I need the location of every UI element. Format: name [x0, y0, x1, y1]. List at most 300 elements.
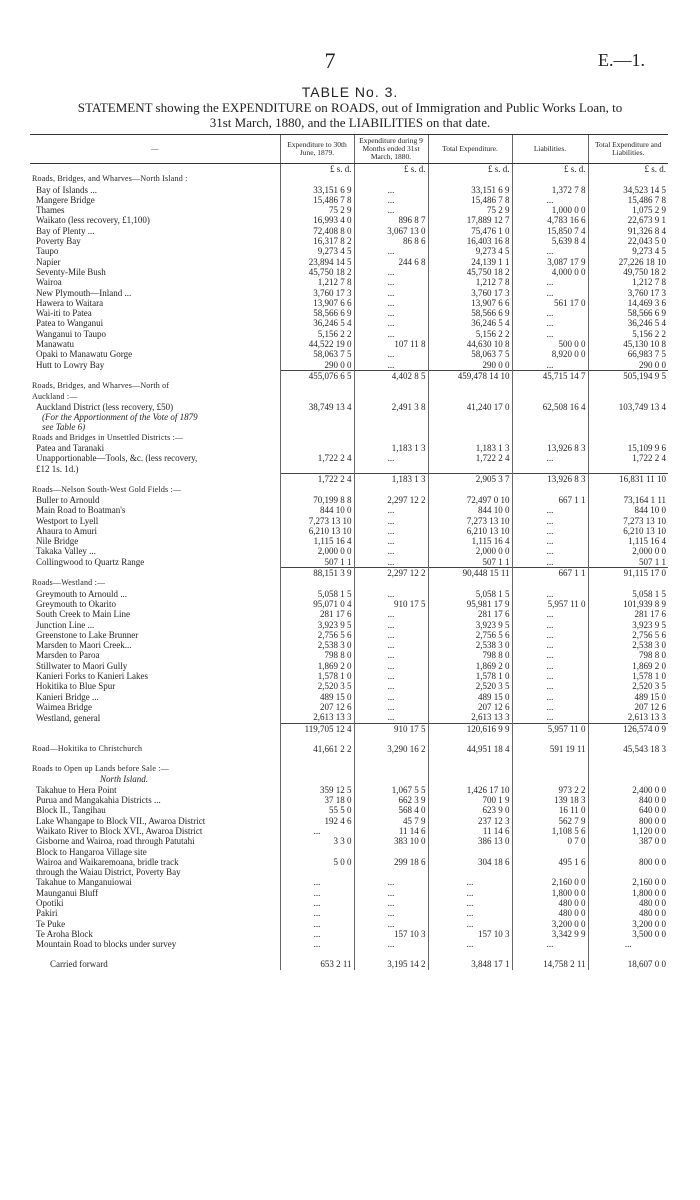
cell-c1 — [280, 485, 354, 495]
cell-c3: 207 12 6 — [428, 702, 512, 712]
cell-c3: 623 9 0 — [428, 805, 512, 815]
table-row — [30, 816, 668, 826]
subtotal-row — [30, 474, 668, 485]
row-label — [30, 723, 280, 734]
cell-c3: 15,486 7 8 — [428, 195, 512, 205]
cell-c2: ... — [354, 877, 428, 887]
cell-c5: 2,000 0 0 — [588, 546, 668, 556]
cell-c3: 1,722 2 4 — [428, 453, 512, 463]
col-header-expenditure-1879: Expenditure to 30th June, 1879. — [280, 135, 354, 164]
cell-c1: 119,705 12 4 — [280, 723, 354, 734]
cell-c3: 17,889 12 7 — [428, 215, 512, 225]
cell-c2: ... — [354, 939, 428, 949]
cell-c1: 192 4 6 — [280, 816, 354, 826]
cell-c2: ... — [354, 298, 428, 308]
cell-c3: 290 0 0 — [428, 360, 512, 371]
cell-c2: 662 3 9 — [354, 795, 428, 805]
cell-c1: 5,156 2 2 — [280, 329, 354, 339]
cell-c2: ... — [354, 692, 428, 702]
section-row — [30, 392, 668, 402]
cell-c4: ... — [512, 589, 588, 599]
cell-c5: 22,673 9 1 — [588, 215, 668, 225]
row-label: Junction Line ... — [36, 619, 95, 630]
cell-c5: 91,115 17 0 — [588, 568, 668, 579]
cell-c3 — [428, 464, 512, 474]
row-label: Greymouth to Okarito — [36, 598, 116, 609]
units-label: £ s. d. — [428, 164, 512, 175]
table-row — [30, 267, 668, 277]
cell-c4: 1,800 0 0 — [512, 888, 588, 898]
cell-c5: 1,120 0 0 — [588, 826, 668, 836]
cell-c3: 2,613 13 3 — [428, 712, 512, 723]
cell-c2: ... — [354, 908, 428, 918]
cell-c5: 1,075 2 9 — [588, 205, 668, 215]
cell-c2: 568 4 0 — [354, 805, 428, 815]
table-row — [30, 495, 668, 505]
cell-c5 — [588, 847, 668, 857]
cell-c5: 15,486 7 8 — [588, 195, 668, 205]
cell-c4 — [512, 485, 588, 495]
cell-c3 — [428, 754, 512, 764]
units-label: £ s. d. — [280, 164, 354, 175]
section-row — [30, 764, 668, 774]
row-label: Carried forward — [50, 959, 108, 970]
cell-c1: ... — [280, 908, 354, 918]
row-label: Bay of Islands ... — [36, 184, 97, 195]
cell-c2: 2,297 12 2 — [354, 568, 428, 579]
cell-c2: ... — [354, 267, 428, 277]
cell-c3 — [428, 412, 512, 422]
cell-c2: 3,067 13 0 — [354, 226, 428, 236]
cell-c1: 1,212 7 8 — [280, 277, 354, 287]
row-label: Wairoa — [36, 277, 62, 288]
table-row — [30, 836, 668, 846]
cell-c5: 5,058 1 5 — [588, 589, 668, 599]
cell-c2: ... — [354, 919, 428, 929]
cell-c1 — [280, 433, 354, 443]
cell-c4: 561 17 0 — [512, 298, 588, 308]
cell-c5: 640 0 0 — [588, 805, 668, 815]
cell-c5: 3,200 0 0 — [588, 919, 668, 929]
cell-c4: 480 0 0 — [512, 908, 588, 918]
cell-c3 — [428, 867, 512, 877]
row-label: £12 1s. 1d.) — [36, 463, 79, 474]
table-row — [30, 826, 668, 836]
row-label: Poverty Bay — [36, 236, 81, 247]
cell-c2: ... — [354, 546, 428, 556]
cell-c3: 237 12 3 — [428, 816, 512, 826]
table-row — [30, 929, 668, 939]
cell-c4: ... — [512, 516, 588, 526]
cell-c5 — [588, 422, 668, 432]
row-label: Purua and Mangakahia Districts ... — [36, 795, 161, 806]
cell-c4 — [512, 774, 588, 784]
cell-c4: ... — [512, 329, 588, 339]
row-label: Te Puke — [36, 918, 66, 929]
cell-c3: 120,616 9 9 — [428, 723, 512, 734]
row-label — [30, 734, 280, 744]
cell-c3: 90,448 15 11 — [428, 568, 512, 579]
cell-c3 — [428, 774, 512, 784]
cell-c5 — [588, 464, 668, 474]
table-header-row — [30, 135, 668, 164]
table-body — [30, 164, 668, 970]
row-label: Opotiki — [36, 897, 64, 908]
cell-c3: 7,273 13 10 — [428, 516, 512, 526]
cell-c5: 22,043 5 0 — [588, 236, 668, 246]
cell-c3: 58,566 6 9 — [428, 308, 512, 318]
cell-c3: 36,246 5 4 — [428, 318, 512, 328]
cell-c1: 37 18 0 — [280, 795, 354, 805]
cell-c4: ... — [512, 681, 588, 691]
cell-c5 — [588, 867, 668, 877]
cell-c2: ... — [354, 681, 428, 691]
cell-c3: ... — [428, 898, 512, 908]
row-label: Wai-iti to Patea — [36, 308, 92, 319]
cell-c2 — [354, 485, 428, 495]
cell-c5 — [588, 578, 668, 588]
row-label: North Island. — [100, 774, 149, 785]
table-row — [30, 949, 668, 959]
cell-c2: ... — [354, 205, 428, 215]
cell-c3: 44,630 10 8 — [428, 339, 512, 349]
table-row — [30, 536, 668, 546]
cell-c5: 9,273 4 5 — [588, 246, 668, 256]
cell-c5: 58,566 6 9 — [588, 308, 668, 318]
cell-c1: 2,000 0 0 — [280, 546, 354, 556]
cell-c1: 507 1 1 — [280, 557, 354, 568]
cell-c3: 2,520 3 5 — [428, 681, 512, 691]
row-label: Buller to Arnould — [36, 495, 100, 505]
cell-c4: ... — [512, 671, 588, 681]
cell-c5: 5,156 2 2 — [588, 329, 668, 339]
table-row — [30, 349, 668, 359]
row-label: see Table 6) — [42, 422, 86, 433]
cell-c2 — [354, 867, 428, 877]
cell-c1: 36,246 5 4 — [280, 318, 354, 328]
row-label — [30, 568, 280, 579]
table-row — [30, 288, 668, 298]
cell-c3: 700 1 9 — [428, 795, 512, 805]
cell-c4: ... — [512, 536, 588, 546]
cell-c5: ... — [588, 939, 668, 949]
cell-c1: 58,063 7 5 — [280, 349, 354, 359]
cell-c4: ... — [512, 288, 588, 298]
cell-c4 — [512, 867, 588, 877]
row-label: Auckland :— — [32, 391, 78, 401]
cell-c3: 24,139 1 1 — [428, 257, 512, 267]
cell-c4: ... — [512, 277, 588, 287]
cell-c3: 507 1 1 — [428, 557, 512, 568]
cell-c2: ... — [354, 630, 428, 640]
cell-c4 — [512, 392, 588, 402]
cell-c1: 455,076 6 5 — [280, 370, 354, 381]
cell-c5 — [588, 949, 668, 959]
cell-c5: 6,210 13 10 — [588, 526, 668, 536]
row-label — [30, 949, 280, 959]
cell-c1: 1,578 1 0 — [280, 671, 354, 681]
cell-c1: 13,907 6 6 — [280, 298, 354, 308]
row-label: Takaka Valley ... — [36, 546, 96, 557]
table-row — [30, 195, 668, 205]
table-row — [30, 919, 668, 929]
cell-c2: 383 10 0 — [354, 836, 428, 846]
cell-c3: ... — [428, 919, 512, 929]
cell-c3: ... — [428, 908, 512, 918]
cell-c1 — [280, 174, 354, 184]
cell-c4 — [512, 764, 588, 774]
cell-c3: 95,981 17 9 — [428, 599, 512, 609]
cell-c4: ... — [512, 526, 588, 536]
cell-c5: 14,469 3 6 — [588, 298, 668, 308]
cell-c4: ... — [512, 650, 588, 660]
row-label: Block to Hangaroa Village site — [36, 846, 147, 857]
cell-c3: 45,750 18 2 — [428, 267, 512, 277]
table-row — [30, 785, 668, 795]
table-number: TABLE No. 3. — [301, 84, 399, 100]
cell-c4 — [512, 381, 588, 391]
cell-c5: 480 0 0 — [588, 908, 668, 918]
cell-c1: 653 2 11 — [280, 959, 354, 969]
cell-c3 — [428, 174, 512, 184]
cell-c2 — [354, 412, 428, 422]
row-label: Lake Whangape to Block VII., Awaroa District — [36, 815, 206, 826]
cell-c1: 70,199 8 8 — [280, 495, 354, 505]
row-label: Taupo — [36, 246, 59, 257]
cell-c3: 304 18 6 — [428, 857, 512, 867]
row-label: Roads, Bridges, and Wharves—North Island : — [32, 174, 188, 184]
row-label: Wanganui to Taupo — [36, 328, 106, 339]
cell-c2: ... — [354, 650, 428, 660]
cell-c1 — [280, 443, 354, 453]
table-row — [30, 339, 668, 349]
table-row — [30, 640, 668, 650]
row-label: Block II., Tangihau — [36, 805, 106, 816]
cell-c5: 3,923 9 5 — [588, 620, 668, 630]
cell-c1: 5 0 0 — [280, 857, 354, 867]
row-label: Maunganui Bluff — [36, 887, 99, 898]
table-row — [30, 671, 668, 681]
cell-c1: 1,115 16 4 — [280, 536, 354, 546]
cell-c1 — [280, 392, 354, 402]
row-label: Roads, Bridges, and Wharves—North of — [32, 381, 170, 391]
cell-c1: 7,273 13 10 — [280, 516, 354, 526]
cell-c3: 157 10 3 — [428, 929, 512, 939]
cell-c2: 2,491 3 8 — [354, 402, 428, 412]
row-label: Marsden to Paroa — [36, 650, 100, 661]
cell-c5: 1,578 1 0 — [588, 671, 668, 681]
cell-c1: ... — [280, 919, 354, 929]
cell-c2 — [354, 381, 428, 391]
cell-c4: ... — [512, 630, 588, 640]
col-header-total-expenditure: Total Expenditure. — [428, 135, 512, 164]
table-row — [30, 589, 668, 599]
cell-c5: 1,869 2 0 — [588, 661, 668, 671]
cell-c3 — [428, 847, 512, 857]
cell-c4: 3,342 9 9 — [512, 929, 588, 939]
cell-c4: 1,372 7 8 — [512, 185, 588, 195]
cell-c2: 896 8 7 — [354, 215, 428, 225]
row-label: (For the Apportionment of the Vote of 1879 — [42, 412, 198, 423]
row-label: Ahaura to Amuri — [36, 525, 97, 536]
table-row — [30, 754, 668, 764]
cell-c3: 1,578 1 0 — [428, 671, 512, 681]
cell-c4: ... — [512, 939, 588, 949]
cell-c4: 5,957 11 0 — [512, 599, 588, 609]
cell-c5: 290 0 0 — [588, 360, 668, 371]
row-label: Roads—Nelson South-West Gold Fields :— — [32, 484, 182, 494]
cell-c2: ... — [354, 360, 428, 371]
row-label: Te Aroha Block — [36, 928, 93, 939]
cell-c2: ... — [354, 661, 428, 671]
cell-c3 — [428, 433, 512, 443]
table-row — [30, 516, 668, 526]
cell-c2: 1,183 1 3 — [354, 443, 428, 453]
section-row — [30, 381, 668, 391]
cell-c3: 1,183 1 3 — [428, 443, 512, 453]
cell-c5: 66,983 7 5 — [588, 349, 668, 359]
section-row — [30, 433, 668, 443]
cell-c2: ... — [354, 288, 428, 298]
statement-title — [30, 100, 670, 130]
cell-c1: 23,894 14 5 — [280, 257, 354, 267]
cell-c3 — [428, 381, 512, 391]
cell-c2: ... — [354, 620, 428, 630]
cell-c2: ... — [354, 195, 428, 205]
cell-c4: 495 1 6 — [512, 857, 588, 867]
cell-c4 — [512, 464, 588, 474]
cell-c1: 3,923 9 5 — [280, 620, 354, 630]
cell-c5 — [588, 485, 668, 495]
table-row — [30, 599, 668, 609]
row-label: Thames — [36, 205, 65, 216]
cell-c4: 500 0 0 — [512, 339, 588, 349]
table-row — [30, 795, 668, 805]
cell-c5 — [588, 764, 668, 774]
cell-c1: 45,750 18 2 — [280, 267, 354, 277]
cell-c1: 2,520 3 5 — [280, 681, 354, 691]
cell-c2 — [354, 392, 428, 402]
cell-c4: 562 7 9 — [512, 816, 588, 826]
cell-c1: 33,151 6 9 — [280, 185, 354, 195]
cell-c4: ... — [512, 195, 588, 205]
row-label: through the Waiau District, Poverty Bay — [36, 867, 181, 878]
cell-c1: ... — [280, 877, 354, 887]
row-label: Mangere Bridge — [36, 194, 95, 205]
subtotal-row — [30, 568, 668, 579]
cell-c4: ... — [512, 453, 588, 463]
cell-c4 — [512, 578, 588, 588]
row-label: Waikato (less recovery, £1,100) — [36, 215, 150, 226]
cell-c3: 44,951 18 4 — [428, 744, 512, 754]
row-label: New Plymouth—Inland ... — [36, 287, 132, 298]
cell-c2 — [354, 774, 428, 784]
table-row — [30, 257, 668, 267]
cell-c2 — [354, 754, 428, 764]
cell-c3: 1,212 7 8 — [428, 277, 512, 287]
cell-c1 — [280, 734, 354, 744]
cell-c5: 27,226 18 10 — [588, 257, 668, 267]
cell-c3: 1,426 17 10 — [428, 785, 512, 795]
cell-c5: 507 1 1 — [588, 557, 668, 568]
subtotal-row — [30, 370, 668, 381]
cell-c5: 15,109 9 6 — [588, 443, 668, 453]
cell-c1 — [280, 764, 354, 774]
cell-c3: 11 14 6 — [428, 826, 512, 836]
cell-c1 — [280, 412, 354, 422]
cell-c2: 3,290 16 2 — [354, 744, 428, 754]
cell-c2: 107 11 8 — [354, 339, 428, 349]
cell-c4: 0 7 0 — [512, 836, 588, 846]
cell-c4: 16 11 0 — [512, 805, 588, 815]
cell-c4: 13,926 8 3 — [512, 443, 588, 453]
cell-c5 — [588, 392, 668, 402]
cell-c3: 1,869 2 0 — [428, 661, 512, 671]
cell-c4: 667 1 1 — [512, 568, 588, 579]
row-label: Main Road to Boatman's — [36, 505, 126, 516]
row-label: Mountain Road to blocks under survey — [36, 939, 177, 950]
cell-c5: 281 17 6 — [588, 609, 668, 619]
col-header-label: — — [30, 135, 280, 164]
expenditure-table-wrapper — [30, 134, 668, 970]
row-label: Stillwater to Maori Gully — [36, 660, 128, 671]
cell-c5: 1,800 0 0 — [588, 888, 668, 898]
cell-c3: 13,907 6 6 — [428, 298, 512, 308]
cell-c1: 75 2 9 — [280, 205, 354, 215]
table-row — [30, 650, 668, 660]
table-row — [30, 443, 668, 453]
table-row — [30, 620, 668, 630]
cell-c1 — [280, 847, 354, 857]
cell-c2: ... — [354, 557, 428, 568]
cell-c3: ... — [428, 939, 512, 949]
cell-c3 — [428, 392, 512, 402]
row-label: Road—Hokitika to Christchurch — [32, 743, 143, 753]
cell-c4 — [512, 422, 588, 432]
cell-c5: 3,500 0 0 — [588, 929, 668, 939]
cell-c3 — [428, 578, 512, 588]
row-label: Napier — [36, 256, 61, 267]
table-row — [30, 464, 668, 474]
cell-c3: 3,760 17 3 — [428, 288, 512, 298]
cell-c4: ... — [512, 640, 588, 650]
cell-c3: 9,273 4 5 — [428, 246, 512, 256]
cell-c2 — [354, 433, 428, 443]
cell-c1: 2,613 13 3 — [280, 712, 354, 723]
cell-c5: 2,613 13 3 — [588, 712, 668, 723]
row-label: Gisborne and Wairoa, road through Patutahi — [36, 836, 195, 847]
subtotal-row — [30, 723, 668, 734]
cell-c1: ... — [280, 939, 354, 949]
cell-c1 — [280, 464, 354, 474]
cell-c2: ... — [354, 277, 428, 287]
cell-c5: 2,756 5 6 — [588, 630, 668, 640]
cell-c5: 45,543 18 3 — [588, 744, 668, 754]
cell-c5: 798 8 0 — [588, 650, 668, 660]
cell-c4: 973 2 2 — [512, 785, 588, 795]
cell-c3: 1,115 16 4 — [428, 536, 512, 546]
cell-c2: 86 8 6 — [354, 236, 428, 246]
row-label: Bay of Plenty ... — [36, 225, 95, 236]
cell-c4: 3,087 17 9 — [512, 257, 588, 267]
statement-title-line1: STATEMENT showing the EXPENDITURE on ROADS, out of Immigration and Public Works Loan, to — [77, 100, 623, 115]
cell-c4: ... — [512, 318, 588, 328]
cell-c4: ... — [512, 505, 588, 515]
statement-title-line2: 31st March, 1880, and the LIABILITIES on that date. — [209, 115, 491, 130]
cell-c4: 1,108 5 6 — [512, 826, 588, 836]
cell-c1 — [280, 578, 354, 588]
cell-c1: 1,722 2 4 — [280, 453, 354, 463]
